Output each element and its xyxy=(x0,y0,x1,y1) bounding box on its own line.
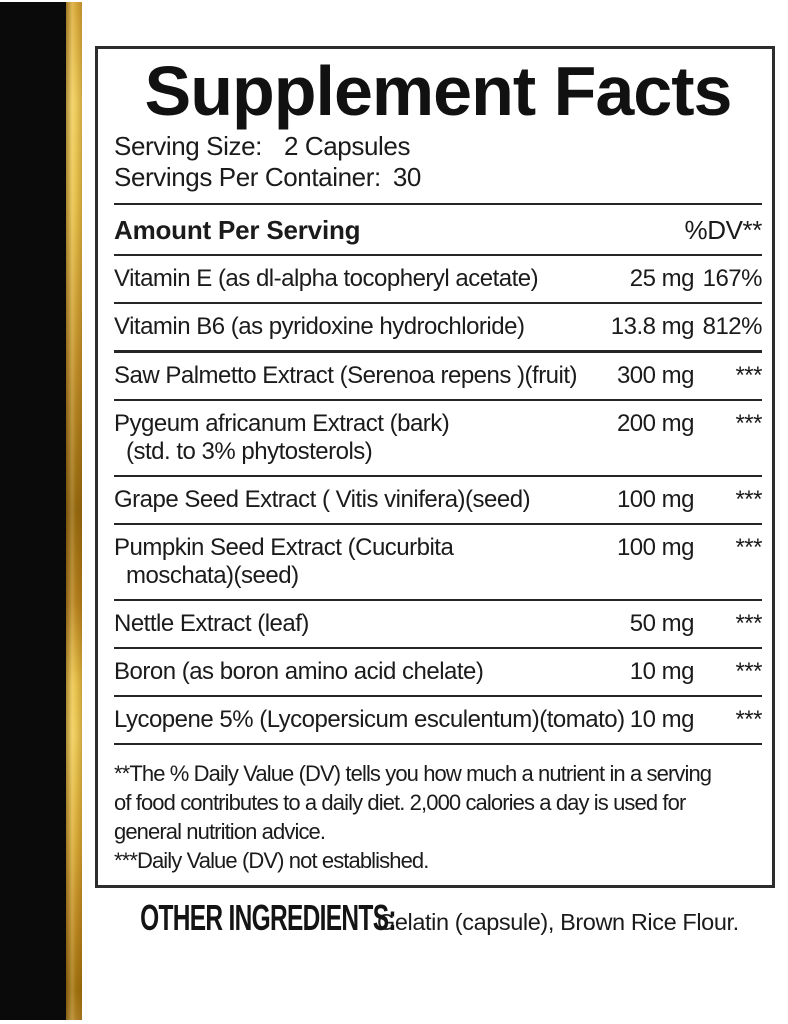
ingredient-dv: *** xyxy=(735,362,762,389)
ingredient-name-line2: (std. to 3% phytosterols) xyxy=(126,438,373,465)
servings-per-container-line xyxy=(114,162,762,193)
supplement-facts-box xyxy=(95,46,775,888)
other-ingredients-value: Gelatin (capsule), Brown Rice Flour. xyxy=(377,909,739,935)
footnote-dv-line1: **The % Daily Value (DV) tells you how much a nutrient in a serving xyxy=(114,761,712,786)
ingredient-name: Nettle Extract (leaf) xyxy=(114,610,309,637)
ingredient-name xyxy=(114,410,604,466)
ingredient-amount: 100 mg xyxy=(616,534,694,561)
footnote-dv-line2: of food contributes to a daily diet. 2,000 calories a day is used for xyxy=(114,790,686,815)
ingredient-name: Saw Palmetto Extract (Serenoa repens )(fruit) xyxy=(114,362,578,389)
ingredient-dv: *** xyxy=(735,610,762,637)
amount-per-serving-heading: Amount Per Serving xyxy=(114,215,361,245)
ingredient-amount: 300 mg xyxy=(616,362,694,389)
footnote-not-established: ***Daily Value (DV) not established. xyxy=(114,848,429,873)
serving-info xyxy=(114,131,762,205)
footnotes xyxy=(114,745,762,875)
ingredient-dv: 812% xyxy=(702,313,762,340)
ingredient-name: Lycopene 5% (Lycopersicum esculentum)(tomato) xyxy=(114,706,625,733)
ingredient-name-line2: moschata)(seed) xyxy=(126,562,299,589)
table-row xyxy=(114,477,762,525)
table-row xyxy=(114,353,762,401)
serving-size-value: 2 Capsules xyxy=(283,131,411,161)
servings-per-container-label: Servings Per Container: xyxy=(114,162,381,192)
ingredient-dv: *** xyxy=(735,706,762,733)
ingredient-amount: 10 mg xyxy=(629,706,694,733)
ingredient-dv: *** xyxy=(735,410,762,437)
packaging-gold-stripe xyxy=(66,2,82,1020)
ingredient-amount: 25 mg xyxy=(629,265,694,292)
table-row xyxy=(114,697,762,745)
ingredient-name: Vitamin E (as dl-alpha tocopheryl acetate) xyxy=(114,265,539,292)
other-ingredients-label: OTHER INGREDIENTS: xyxy=(140,897,396,938)
ingredient-name-line1: Pumpkin Seed Extract (Cucurbita xyxy=(114,534,454,561)
ingredient-name: Boron (as boron amino acid chelate) xyxy=(114,658,484,685)
ingredient-amount: 200 mg xyxy=(616,410,694,437)
table-header-row xyxy=(114,205,762,256)
ingredient-amount: 10 mg xyxy=(629,658,694,685)
percent-dv-heading: %DV** xyxy=(684,215,762,245)
servings-per-container-value: 30 xyxy=(392,162,421,192)
ingredient-dv: *** xyxy=(735,658,762,685)
ingredient-dv: *** xyxy=(735,486,762,513)
serving-size-line xyxy=(114,131,762,162)
ingredient-name: Vitamin B6 (as pyridoxine hydrochloride) xyxy=(114,313,525,340)
table-row xyxy=(114,401,762,477)
table-row xyxy=(114,525,762,601)
ingredient-name: Grape Seed Extract ( Vitis vinifera)(seed) xyxy=(114,486,531,513)
supplement-facts-title: Supplement Facts xyxy=(144,52,732,130)
footnote-dv-line3: general nutrition advice. xyxy=(114,819,326,844)
ingredient-dv: 167% xyxy=(702,265,762,292)
ingredient-amount: 13.8 mg xyxy=(610,313,694,340)
ingredient-amount: 50 mg xyxy=(629,610,694,637)
other-ingredients-line xyxy=(95,897,788,939)
table-row xyxy=(114,304,762,353)
packaging-black-bar xyxy=(0,2,66,1020)
table-row xyxy=(114,649,762,697)
ingredient-name xyxy=(114,534,604,590)
ingredient-amount: 100 mg xyxy=(616,486,694,513)
ingredient-name-line1: Pygeum africanum Extract (bark) xyxy=(114,410,450,437)
ingredient-dv: *** xyxy=(735,534,762,561)
table-row xyxy=(114,256,762,304)
table-row xyxy=(114,601,762,649)
serving-size-label: Serving Size: xyxy=(114,131,262,161)
